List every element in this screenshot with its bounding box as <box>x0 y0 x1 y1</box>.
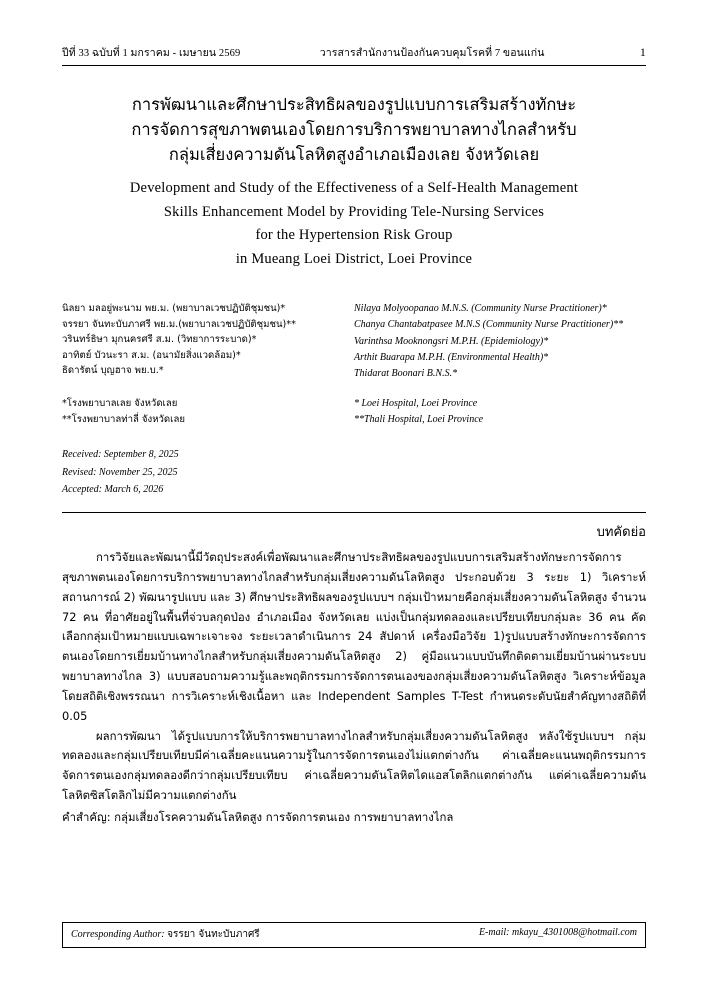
running-header <box>62 44 646 61</box>
date-received: Received: September 8, 2025 <box>62 449 179 461</box>
keywords-label: คำสำคัญ: <box>62 810 111 825</box>
author-english: Chanya Chantabatpasee M.N.S (Community Nurse Practitioner)** <box>354 319 624 331</box>
submission-dates <box>62 446 646 498</box>
title-english-line-1: Development and Study of the Effectiveness of a Self-Health Management <box>129 180 579 197</box>
author-english: Nilaya Molyoopanao M.N.S. (Community Nurse Practitioner)* <box>354 303 607 315</box>
title-english-line-3: for the Hypertension Risk Group <box>255 227 453 244</box>
corresponding-author <box>71 927 479 942</box>
abstract-paragraph: ผลการพัฒนา ได้รูปแบบการให้บริการพยาบาลทางไกลสำหรับกลุ่มเสี่ยงความดันโลหิตสูง หลังใช้รูปแบบฯ กลุ่มทดลองและกลุ่มเปรียบเทียบมีค่าเฉลี่ยคะแนนความรู้ในการจัดการตนเองไม่แตกต่างกัน ค่าเฉลี่ยคะแนนพฤติกรรมการจัดการตนเองกลุ่มทดลองดีกว่ากลุ่มเปรียบเทียบ ค่าเฉลี่ยความดันโลหิตไดแอสโตลิกแตกต่างกัน แต่ค่าเฉลี่ยความดันโลหิตซิสโตลิกไม่มีความแตกต่างกัน <box>62 728 646 803</box>
email-label: E-mail: <box>478 927 510 938</box>
author-list-english <box>354 301 646 382</box>
abstract-divider <box>62 512 646 513</box>
abstract-body <box>62 548 646 806</box>
journal-issue-info: ปีที่ 33 ฉบับที่ 1 มกราคม - เมษายน 2569 <box>62 48 241 59</box>
date-revised: Revised: November 25, 2025 <box>62 466 178 478</box>
email-address[interactable]: mkayu_4301008@hotmail.com <box>511 927 637 938</box>
abstract-paragraph: การวิจัยและพัฒนานี้มีวัตถุประสงค์เพื่อพัฒนาและศึกษาประสิทธิผลของรูปแบบการเสริมสร้างทักษะการจัดการสุขภาพตนเองโดยการบริการพยาบาลทางไกลสำหรับกลุ่มเสี่ยงความดันโลหิตสูง ประกอบด้วย 3 ระยะ 1) วิเคราะห์สถานการณ์ 2) พัฒนารูปแบบ และ 3) ศึกษาประสิทธิผลของรูปแบบฯ กลุ่มเป้าหมายคือกลุ่มเสี่ยงความดันโลหิตสูง จำนวน 72 คน ที่อาศัยอยู่ในพื้นที่จ่วบลกุดป่อง อำเภอเมือง จังหวัดเลย แบ่งเป็นกลุ่มทดลองและเปรียบเทียบกลุ่มละ 36 คน คัดเลือกกลุ่มเป้าหมายแบบเฉพาะเจาะจง ระยะเวลาดำเนินการ 24 สัปดาห์ เครื่องมือวิจัย 1)รูปแบบสร้างทักษะการจัดการตนเองโดยการเยี่ยมบ้านทางไกลสำหรับกลุ่มเสี่ยงความดันโลหิตสูง 2) คู่มือแนวแบบบันทึกติดตามเยี่ยมบ้านผ่านระบบพยาบาลทางไกล 3) แบบสอบถามความรู้และพฤติกรรมการจัดการตนเองของกลุ่มเสี่ยงความดันโลหิตสูง วิเคราะห์ข้อมูลโดยสถิติเชิงพรรณนา การวิเคราะห์เชิงเนื้อหา และ Independent Samples T-Test กำหนดระดับนัยสำคัญทางสถิติที่ 0.05 <box>62 550 646 723</box>
corresponding-author-label: Corresponding Author: <box>71 929 165 940</box>
affiliation-block <box>62 396 646 428</box>
author-list-thai <box>62 301 354 382</box>
author-english: Arthit Buarapa M.P.H. (Environmental Health)* <box>354 351 549 363</box>
affiliation-thai <box>62 396 354 428</box>
author-thai: นิลยา มลอยู่พะนาม พย.ม. (พยาบาลเวชปฏิบัติชุมชน)* <box>62 303 286 315</box>
title-english <box>62 177 646 271</box>
header-divider <box>62 65 646 66</box>
author-english: Varinthsa Mooknongsri M.P.H. (Epidemiology)* <box>354 335 549 347</box>
journal-name: วารสารสำนักงานป้องกันควบคุมโรคที่ 7 ขอนแก่น <box>319 48 545 59</box>
title-thai-line-2: การจัดการสุขภาพตนเองโดยการบริการพยาบาลทางไกลสำหรับ <box>131 120 577 140</box>
author-thai: จรรยา จันทะบับภาศรี พย.ม.(พยาบาลเวชปฏิบัติชุมชน)** <box>62 318 296 330</box>
author-thai: อาทิตย์ บัวนะรา ส.ม. (อนามัยสิ่งแวดล้อม)* <box>62 349 241 361</box>
title-thai-line-1: การพัฒนาและศึกษาประสิทธิผลของรูปแบบการเสริมสร้างทักษะ <box>131 95 577 114</box>
affiliation-english-line: * Loei Hospital, Loei Province <box>354 398 478 410</box>
affiliation-english-line: **Thali Hospital, Loei Province <box>354 414 484 426</box>
author-thai: วรินทร์ธิษา มุกนครศรี ส.ม. (วิทยาการระบาด)* <box>62 334 257 346</box>
affiliation-thai-line: *โรงพยาบาลเลย จังหวัดเลย <box>62 398 178 410</box>
title-english-line-2: Skills Enhancement Model by Providing Tele-Nursing Services <box>163 203 545 220</box>
title-thai <box>62 92 646 167</box>
title-thai-line-3: กลุ่มเสี่ยงความดันโลหิตสูงอำเภอเมืองเลย จังหวัดเลย <box>168 145 540 165</box>
affiliation-thai-line: **โรงพยาบาลท่าลี่ จังหวัดเลย <box>62 413 185 425</box>
corresponding-email <box>479 927 637 942</box>
corresponding-author-name: จรรยา จันทะบับภาศรี <box>167 929 260 940</box>
date-accepted: Accepted: March 6, 2026 <box>62 483 164 495</box>
keywords-value: กลุ่มเสี่ยงโรคความดันโลหิตสูง การจัดการตนเอง การพยาบาลทางไกล <box>114 810 454 825</box>
title-english-line-4: in Mueang Loei District, Loei Province <box>235 250 473 267</box>
abstract-heading: บทคัดย่อ <box>596 525 646 541</box>
author-english: Thidarat Boonari B.N.S.* <box>354 367 458 379</box>
author-block <box>62 301 646 382</box>
affiliation-english <box>354 396 646 428</box>
author-thai: ธิดารัตน์ บุญฮาจ พย.บ.* <box>62 365 164 377</box>
corresponding-author-box <box>62 922 646 948</box>
page-number: 1 <box>639 45 646 59</box>
keywords-line <box>62 808 646 828</box>
